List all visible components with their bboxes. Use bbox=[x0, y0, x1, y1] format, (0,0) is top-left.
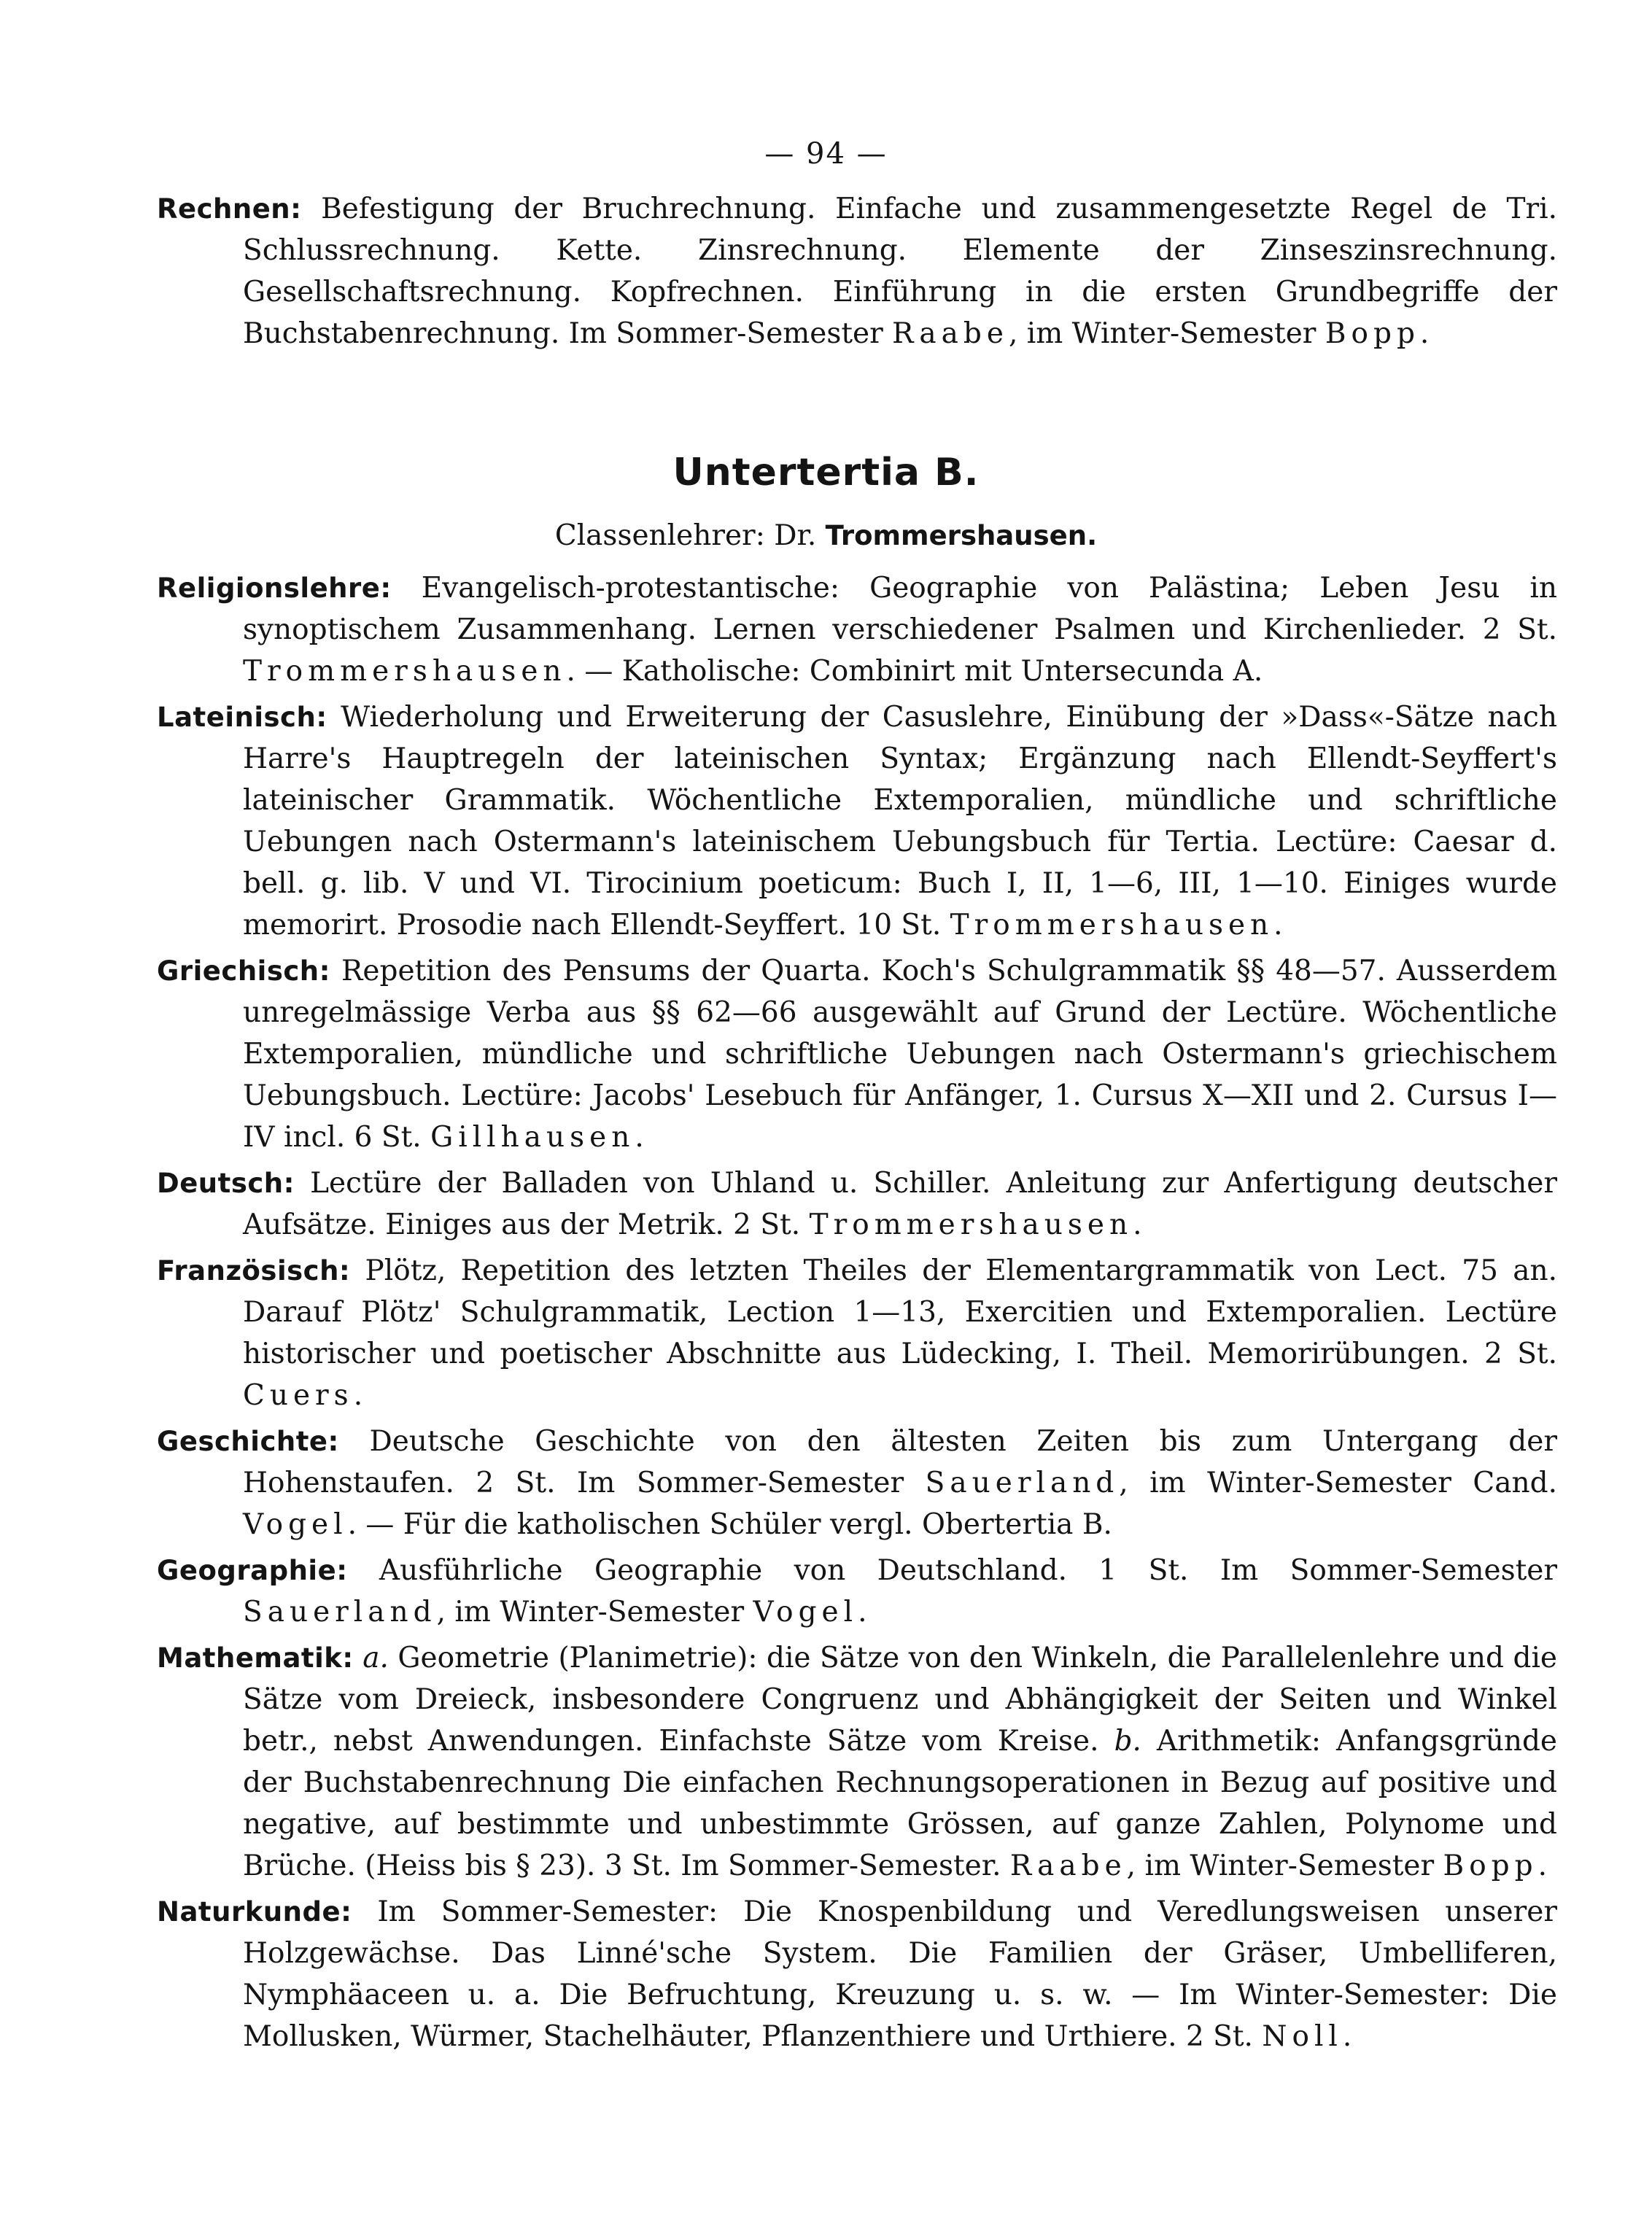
class-teacher-prefix: Classenlehrer: Dr. bbox=[554, 519, 817, 552]
page-number: — 94 — bbox=[764, 137, 888, 171]
subject-text: Arithmetik: Anfangsgründe der Buchstabenrechnung Die einfachen Rechnungsoperationen in Bezug auf positive und negative, auf bestimmte und unbestimmte Grössen, auf ganze Zahlen, Polynome und Brüche. (Heiss bis § 23). 3 St. Im Sommer-Semester. bbox=[243, 1725, 1557, 1882]
class-teacher-line bbox=[0, 519, 1652, 552]
subject-text: Befestigung der Bruchrechnung. Einfache und zusammengesetzte Regel de Tri. Schlussrechnung. Kette. Zinsrechnung. Elemente der Zinseszinsrechnung. Gesellschaftsrechnung. Kopfrechnen. Einführung in die ersten Grundbegriffe der Buchstabenrechnung. Im Sommer-Semester bbox=[243, 193, 1557, 350]
subject-text-end: . bbox=[1342, 2020, 1352, 2053]
subject-text-mid: , im Winter-Semester bbox=[1008, 317, 1325, 350]
subject-text-end: . bbox=[353, 1379, 363, 1412]
subject-text: Evangelisch-protestantische: Geographie von Palästina; Leben Jesu in synoptischem Zusammenhang. Lernen verschiedener Psalmen und Kirchenlieder. 2 St. bbox=[243, 572, 1557, 646]
class-teacher-name: Trommershausen. bbox=[825, 520, 1098, 551]
subject-entry-franzoesisch: Französisch: Plötz, Repetition des letzten Theiles der Elementargrammatik von Lect. 75 an. Darauf Plötz' Schulgrammatik, Lection 1—13, Exercitien und Extemporalien. Lectüre historischer und poetischer Abschnitte aus Lüdecking, I. Theil. Memorirübungen. 2 St. Cuers. bbox=[157, 1254, 1557, 1412]
list-marker: a. bbox=[362, 1642, 389, 1674]
subject-text-end: . bbox=[635, 1121, 644, 1154]
teacher-name: Raabe bbox=[1009, 1849, 1127, 1882]
subject-entry-mathematik: Mathematik: a. Geometrie (Planimetrie): die Sätze von den Winkeln, die Parallelenlehre und die Sätze vom Dreieck, insbesondere Congruenz und Abhängigkeit der Seiten und Winkel betr., nebst Anwendungen. Einfachste Sätze vom Kreise. b. Arithmetik: Anfangsgründe der Buchstabenrechnung Die einfachen Rechnungsoperationen in Bezug auf positive und negative, auf bestimmte und unbestimmte Grössen, auf ganze Zahlen, Polynome und Brüche. (Heiss bis § 23). 3 St. Im Sommer-Semester. Raabe, im Winter-Semester Bopp. bbox=[157, 1642, 1557, 1882]
subject-label: Religionslehre bbox=[157, 572, 381, 604]
subject-label: Geographie bbox=[157, 1555, 337, 1586]
subject-text-end: . bbox=[1133, 1208, 1142, 1241]
subject-text: Wiederholung und Erweiterung der Casuslehre, Einübung der »Dass«-Sätze nach Harre's Hauptregeln der lateinischen Syntax; Ergänzung nach Ellendt-Seyffert's lateinischer Grammatik. Wöchentliche Extemporalien, mündliche und schriftliche Uebungen nach Ostermann's lateinischem Uebungsbuch für Tertia. Lectüre: Caesar d. bell. g. lib. V und VI. Tirocinium poeticum: Buch I, II, 1—6, III, 1—10. Einiges wurde memorirt. Prosodie nach Ellendt-Seyffert. 10 St. bbox=[243, 701, 1557, 942]
subject-text: Deutsche Geschichte von den ältesten Zeiten bis zum Untergang der Hohenstaufen. 2 St. Im Sommer-Semester bbox=[243, 1425, 1557, 1499]
teacher-name: Bopp bbox=[1443, 1849, 1538, 1882]
teacher-name: Vogel bbox=[753, 1596, 858, 1629]
subject-entry-latein: Lateinisch: Wiederholung und Erweiterung der Casuslehre, Einübung der »Dass«-Sätze nach Harre's Hauptregeln der lateinischen Syntax; Ergänzung nach Ellendt-Seyffert's lateinischer Grammatik. Wöchentliche Extemporalien, mündliche und schriftliche Uebungen nach Ostermann's lateinischem Uebungsbuch für Tertia. Lectüre: Caesar d. bell. g. lib. V und VI. Tirocinium poeticum: Buch I, II, 1—6, III, 1—10. Einiges wurde memorirt. Prosodie nach Ellendt-Seyffert. 10 St. Trommershausen. bbox=[157, 701, 1557, 942]
subject-entry-religion: Religionslehre: Evangelisch-protestantische: Geographie von Palästina; Leben Jesu in synoptischem Zusammenhang. Lernen verschiedener Psalmen und Kirchenlieder. 2 St. Trommershausen. — Katholische: Combinirt mit Untersecunda A. bbox=[157, 572, 1557, 688]
subject-label: Mathematik bbox=[157, 1642, 343, 1674]
subject-entry-deutsch: Deutsch: Lectüre der Balladen von Uhland u. Schiller. Anleitung zur Anfertigung deutscher Aufsätze. Einiges aus der Metrik. 2 St. Trommershausen. bbox=[157, 1167, 1557, 1241]
teacher-name: Trommershausen bbox=[950, 909, 1274, 942]
subject-entry-rechnen: Rechnen: Befestigung der Bruchrechnung. Einfache und zusammengesetzte Regel de Tri. Schlussrechnung. Kette. Zinsrechnung. Elemente der Zinseszinsrechnung. Gesellschaftsrechnung. Kopfrechnen. Einführung in die ersten Grundbegriffe der Buchstabenrechnung. Im Sommer-Semester Raabe, im Winter-Semester Bopp. bbox=[157, 193, 1557, 350]
subject-label: Deutsch bbox=[157, 1168, 284, 1199]
subject-text-mid: , im Winter-Semester Cand. bbox=[1119, 1467, 1557, 1499]
subject-label: Naturkunde bbox=[157, 1896, 341, 1928]
subject-label: Lateinisch bbox=[157, 702, 317, 733]
subject-text: Ausführliche Geographie von Deutschland. 1 St. Im Sommer-Semester bbox=[379, 1554, 1557, 1587]
subject-label: Rechnen bbox=[157, 193, 291, 225]
teacher-name: Sauerland bbox=[243, 1596, 437, 1629]
teacher-name: Cuers bbox=[243, 1379, 354, 1412]
subject-text-end: . — Für die katholischen Schüler vergl. Obertertia B. bbox=[347, 1508, 1112, 1541]
teacher-name: Sauerland bbox=[925, 1467, 1120, 1499]
subject-entry-griechisch: Griechisch: Repetition des Pensums der Quarta. Koch's Schulgrammatik §§ 48—57. Ausserdem unregelmässige Verba aus §§ 62—66 ausgewählt auf Grund der Lectüre. Wöchentliche Extemporalien, mündliche und schriftliche Uebungen nach Ostermann's griechischem Uebungsbuch. Lectüre: Jacobs' Lesebuch für Anfänger, 1. Cursus X—XII und 2. Cursus I—IV incl. 6 St. Gillhausen. bbox=[157, 955, 1557, 1154]
subject-text-end: . bbox=[1419, 317, 1430, 350]
subject-text-end: . bbox=[1273, 909, 1283, 942]
subject-entry-geographie: Geographie: Ausführliche Geographie von Deutschland. 1 St. Im Sommer-Semester Sauerland, im Winter-Semester Vogel. bbox=[157, 1554, 1557, 1629]
subject-text-end: . — Katholische: Combinirt mit Untersecunda A. bbox=[566, 655, 1263, 688]
teacher-name: Vogel bbox=[243, 1508, 348, 1541]
subject-text-mid: , im Winter-Semester bbox=[1126, 1849, 1443, 1882]
list-marker: b. bbox=[1114, 1725, 1141, 1758]
subject-entry-geschichte: Geschichte: Deutsche Geschichte von den ältesten Zeiten bis zum Untergang der Hohenstaufen. 2 St. Im Sommer-Semester Sauerland, im Winter-Semester Cand. Vogel. — Für die katholischen Schüler vergl. Obertertia B. bbox=[157, 1425, 1557, 1541]
subject-text-end: . bbox=[1537, 1849, 1548, 1882]
teacher-name: Raabe bbox=[892, 317, 1009, 350]
subject-label: Griechisch bbox=[157, 955, 319, 987]
subject-text-end: . bbox=[858, 1596, 867, 1629]
subject-text: Geometrie (Planimetrie): die Sätze von den Winkeln, die Parallelenlehre und die Sätze vom Dreieck, insbesondere Congruenz und Abhängigkeit der Seiten und Winkel betr., nebst Anwendungen. Einfachste Sätze vom Kreise. bbox=[243, 1642, 1557, 1758]
subject-text: Repetition des Pensums der Quarta. Koch's Schulgrammatik §§ 48—57. Ausserdem unregelmässige Verba aus §§ 62—66 ausgewählt auf Grund der Lectüre. Wöchentliche Extemporalien, mündliche und schriftliche Uebungen nach Ostermann's griechischem Uebungsbuch. Lectüre: Jacobs' Lesebuch für Anfänger, 1. Cursus X—XII und 2. Cursus I—IV incl. 6 St. bbox=[243, 955, 1557, 1154]
teacher-name: Gillhausen bbox=[430, 1121, 635, 1154]
teacher-name: Bopp bbox=[1325, 317, 1420, 350]
teacher-name: Trommershausen bbox=[243, 655, 567, 688]
subjects-block bbox=[157, 567, 1557, 2062]
subject-text-mid: , im Winter-Semester bbox=[436, 1596, 753, 1629]
teacher-name: Noll bbox=[1262, 2020, 1343, 2053]
subject-label: Französisch bbox=[157, 1255, 339, 1286]
subject-text: Im Sommer-Semester: Die Knospenbildung und Veredlungsweisen unserer Holzgewächse. Das Linné'sche System. Die Familien der Gräser, Umbelliferen, Nymphäaceen u. a. Die Befruchtung, Kreuzung u. s. w. — Im Winter-Semester: Die Mollusken, Würmer, Stachelhäuter, Pflanzenthiere und Urthiere. 2 St. bbox=[243, 1895, 1557, 2053]
subject-text: Plötz, Repetition des letzten Theiles der Elementargrammatik von Lect. 75 an. Darauf Plötz' Schulgrammatik, Lection 1—13, Exercitien und Extemporalien. Lectüre historischer und poetischer Abschnitte aus Lüdecking, I. Theil. Memorirübungen. 2 St. bbox=[243, 1254, 1557, 1370]
subject-entry-naturkunde: Naturkunde: Im Sommer-Semester: Die Knospenbildung und Veredlungsweisen unserer Holzgewächse. Das Linné'sche System. Die Familien der Gräser, Umbelliferen, Nymphäaceen u. a. Die Befruchtung, Kreuzung u. s. w. — Im Winter-Semester: Die Mollusken, Würmer, Stachelhäuter, Pflanzenthiere und Urthiere. 2 St. Noll. bbox=[157, 1895, 1557, 2053]
section-title: Untertertia B. bbox=[672, 451, 980, 494]
subject-text: Lectüre der Balladen von Uhland u. Schiller. Anleitung zur Anfertigung deutscher Aufsätze. Einiges aus der Metrik. 2 St. bbox=[243, 1167, 1557, 1241]
rechnen-block bbox=[157, 188, 1557, 359]
teacher-name: Trommershausen bbox=[809, 1208, 1133, 1241]
subject-label: Geschichte bbox=[157, 1426, 328, 1457]
